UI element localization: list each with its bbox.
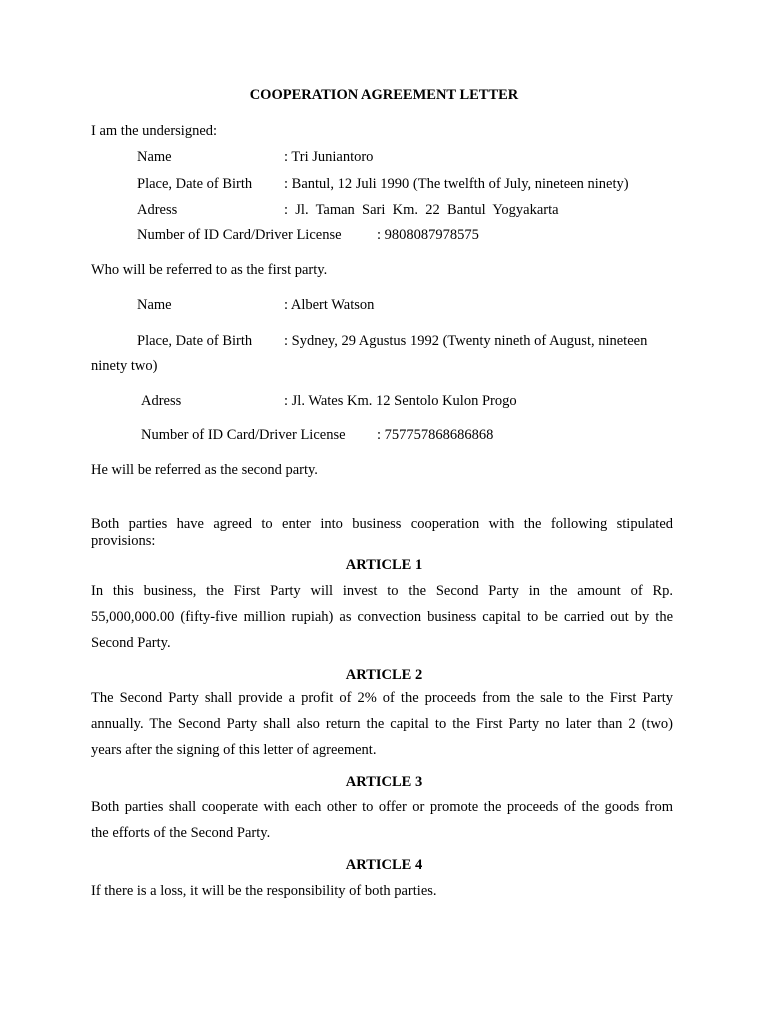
second-party-id-label: Number of ID Card/Driver License (141, 427, 346, 443)
article-line: The Second Party shall provide a profit of 2% of the proceeds from the sale to the First Party (91, 690, 673, 706)
article-line: annually. The Second Party shall also return the capital to the First Party no later than 2 (two) (91, 716, 673, 732)
agreement-intro-line: provisions: (91, 533, 156, 549)
article-heading: ARTICLE 4 (345, 857, 423, 873)
article-heading: ARTICLE 3 (345, 774, 423, 790)
second-party-birth-label: Place, Date of Birth (137, 333, 253, 349)
article-line: Second Party. (91, 635, 171, 651)
article-heading: ARTICLE 2 (345, 667, 423, 683)
article-line: In this business, the First Party will invest to the Second Party in the amount of Rp. (91, 583, 673, 599)
first-party-address-label: Adress (137, 202, 178, 218)
document-title: COOPERATION AGREEMENT LETTER (249, 87, 519, 103)
second-party-name-label: Name (137, 297, 172, 313)
first-party-name-value: : Tri Juniantoro (284, 149, 374, 165)
article-line: years after the signing of this letter of agreement. (91, 742, 377, 758)
first-party-id-label: Number of ID Card/Driver License (137, 227, 342, 243)
article-line: the efforts of the Second Party. (91, 825, 271, 841)
intro-text: I am the undersigned: (91, 123, 218, 139)
second-party-birth-value-cont: ninety two) (91, 358, 158, 374)
article-line: 55,000,000.00 (fifty-five million rupiah) as convection business capital to be carried out by the (91, 609, 673, 625)
second-party-address-value: : Jl. Wates Km. 12 Sentolo Kulon Progo (284, 393, 517, 409)
first-party-address-value: : Jl. Taman Sari Km. 22 Bantul Yogyakarta (284, 202, 559, 218)
article-line: Both parties shall cooperate with each other to offer or promote the proceeds of the goods from (91, 799, 673, 815)
first-party-birth-value: : Bantul, 12 Juli 1990 (The twelfth of July, nineteen ninety) (284, 176, 629, 192)
second-party-id-value: : 757757868686868 (377, 427, 494, 443)
second-party-name-value: : Albert Watson (284, 297, 375, 313)
first-party-reference: Who will be referred to as the first party. (91, 262, 328, 278)
article-line: If there is a loss, it will be the responsibility of both parties. (91, 883, 437, 899)
first-party-birth-label: Place, Date of Birth (137, 176, 253, 192)
second-party-birth-value: : Sydney, 29 Agustus 1992 (Twenty nineth of August, nineteen (284, 333, 648, 349)
first-party-name-label: Name (137, 149, 172, 165)
second-party-reference: He will be referred as the second party. (91, 462, 318, 478)
first-party-id-value: : 9808087978575 (377, 227, 479, 243)
agreement-intro-line: Both parties have agreed to enter into business cooperation with the following stipulated (91, 516, 673, 532)
second-party-address-label: Adress (141, 393, 182, 409)
article-heading: ARTICLE 1 (345, 557, 423, 573)
